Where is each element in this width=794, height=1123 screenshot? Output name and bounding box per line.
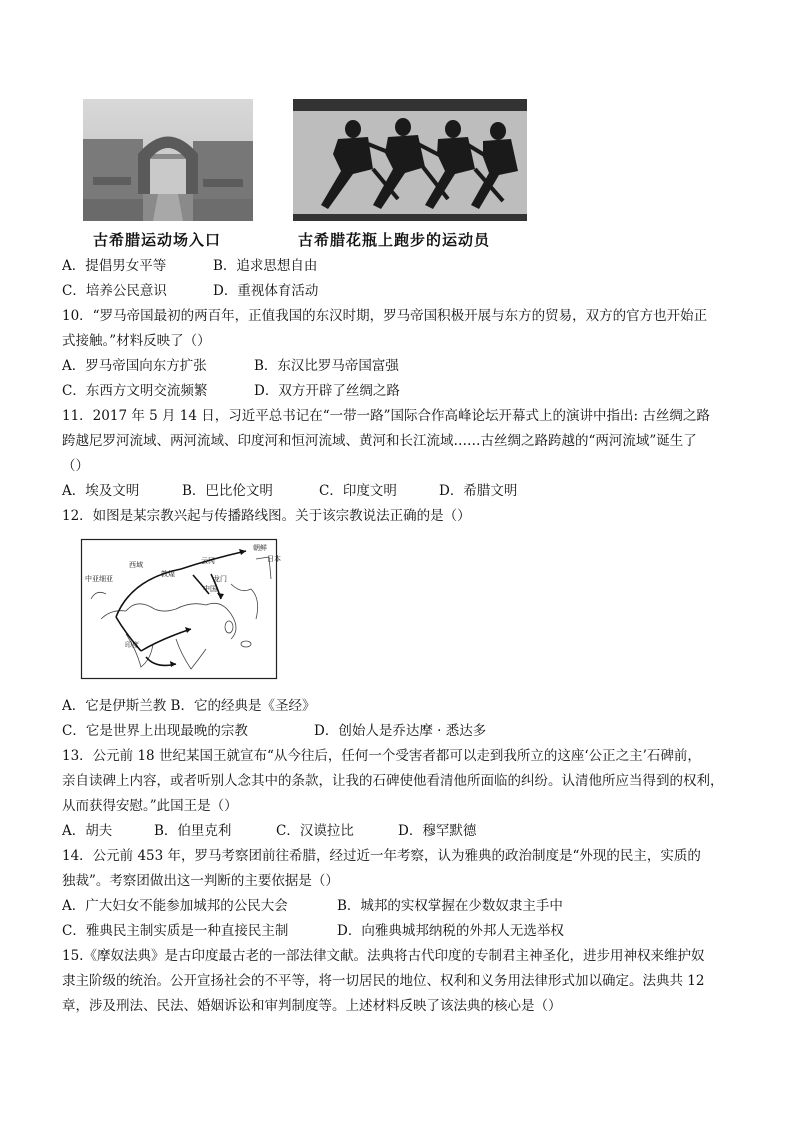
q13-option-d[interactable]: D．穆罕默德 [398,823,477,839]
map-label-korea: 朝鲜 [253,544,267,552]
q12-option-d[interactable]: D．创始人是乔达摩 · 悉达多 [314,723,487,739]
q10-stem-line1: 10．“罗马帝国最初的两百年，正值我国的东汉时期，罗马帝国积极开展与东方的贸易，双方的官方也开始正 [62,308,708,324]
q9-options-row2 [62,281,318,301]
stadium-entrance-photo [83,99,253,221]
q11-option-d[interactable]: D．希腊文明 [439,483,518,499]
q9-option-d[interactable]: D．重视体育活动 [213,283,319,299]
q11-option-a[interactable]: A．埃及文明 [62,483,140,499]
q12-stem: 12．如图是某宗教兴起与传播路线图。关于该宗教说法正确的是（） [62,508,471,524]
q11-stem-line1: 11．2017 年 5 月 14 日，习近平总书记在“一带一路”国际合作高峰论坛开幕式上的演讲中指出: 古丝绸之路 [62,408,710,424]
q13-option-c[interactable]: C．汉谟拉比 [276,823,354,839]
vase-runners-photo [293,99,527,221]
q10-option-c[interactable]: C．东西方文明交流频繁 [62,383,208,399]
q10-options-row1 [62,356,399,376]
map-label-japan: 日本 [267,555,281,563]
q12-options-row2 [62,721,486,741]
q14-options-row2 [62,921,564,941]
religion-spread-map [81,539,281,679]
photo1-caption: 古希腊运动场入口 [93,231,222,249]
q14-stem-line1: 14．公元前 453 年，罗马考察团前往希腊，经过近一年考察，认为雅典的政治制度是“外现的民主，实质的 [62,848,701,864]
q10-options-row2 [62,381,400,401]
q15-stem-line2: 隶主阶级的统治。公开宣扬社会的不平等，将一切居民的地位、权利和义务用法律形式加以确定。法典共 12 [62,973,705,989]
q10-option-b[interactable]: B．东汉比罗马帝国富强 [254,358,399,374]
q14-stem-line2: 独裁”。考察团做出这一判断的主要依据是（） [62,873,339,889]
q12-options-row1[interactable]: A．它是伊斯兰教 B．它的经典是《圣经》 [62,698,316,714]
q13-stem-line2: 亲自读碑上内容，或者听别人念其中的条款，让我的石碑使他看清他所面临的纠纷。认清他所应当得到的权利， [62,773,724,789]
q11-option-c[interactable]: C．印度文明 [319,483,397,499]
q14-options-row1 [62,896,563,916]
q10-stem-line2: 式接触。”材料反映了（） [62,333,211,349]
q14-option-c[interactable]: C．雅典民主制实质是一种直接民主制 [62,923,289,939]
q13-option-a[interactable]: A．胡夫 [62,823,113,839]
map-label-yungang: 云冈 [201,557,215,565]
map-label-dunhuang: 敦煌 [161,570,175,578]
q11-option-b[interactable]: B．巴比伦文明 [182,483,273,499]
map-label-china: 中国 [203,585,217,593]
map-label-longmen: 龙门 [213,575,227,583]
q11-stem-line3: （） [62,458,89,474]
q14-option-b[interactable]: B．城邦的实权掌握在少数奴隶主手中 [337,898,563,914]
map-label-central-asia: 中亚细亚 [85,575,113,583]
map-label-western-regions: 西域 [129,561,143,569]
q13-stem-line3: 从而获得安慰。”此国王是（） [62,798,238,814]
q13-stem-line1: 13．公元前 18 世纪某国王就宣布“从今往后，任何一个受害者都可以走到我所立的这座‘公正之主’石碑前， [62,748,701,764]
q12-option-c[interactable]: C．它是世界上出现最晚的宗教 [62,723,248,739]
q9-option-b[interactable]: B．追求思想自由 [213,258,318,274]
q13-option-b[interactable]: B．伯里克利 [154,823,232,839]
q10-option-d[interactable]: D．双方开辟了丝绸之路 [254,383,400,399]
q11-options [62,481,517,501]
q9-option-c[interactable]: C．培养公民意识 [62,283,167,299]
q15-stem-line1: 15.《摩奴法典》是古印度最古老的一部法律文献。法典将古代印度的专制君主神圣化，进步用神权来维护奴 [62,948,705,964]
q9-options-row1 [62,256,317,276]
q11-stem-line2: 跨越尼罗河流域、两河流域、印度河和恒河流域、黄河和长江流域……古丝绸之路跨越的“两河流域”诞生了 [62,433,697,449]
q13-options [62,821,476,841]
map-label-india: 印度 [125,641,139,649]
q15-stem-line3: 章，涉及刑法、民法、婚姻诉讼和审判制度等。上述材料反映了该法典的核心是（） [62,998,562,1014]
photo2-caption: 古希腊花瓶上跑步的运动员 [298,231,491,249]
q14-option-d[interactable]: D．向雅典城邦纳税的外邦人无选举权 [337,923,564,939]
q10-option-a[interactable]: A．罗马帝国向东方扩张 [62,358,207,374]
q9-option-a[interactable]: A．提倡男女平等 [62,258,167,274]
q14-option-a[interactable]: A．广大妇女不能参加城邦的公民大会 [62,898,288,914]
